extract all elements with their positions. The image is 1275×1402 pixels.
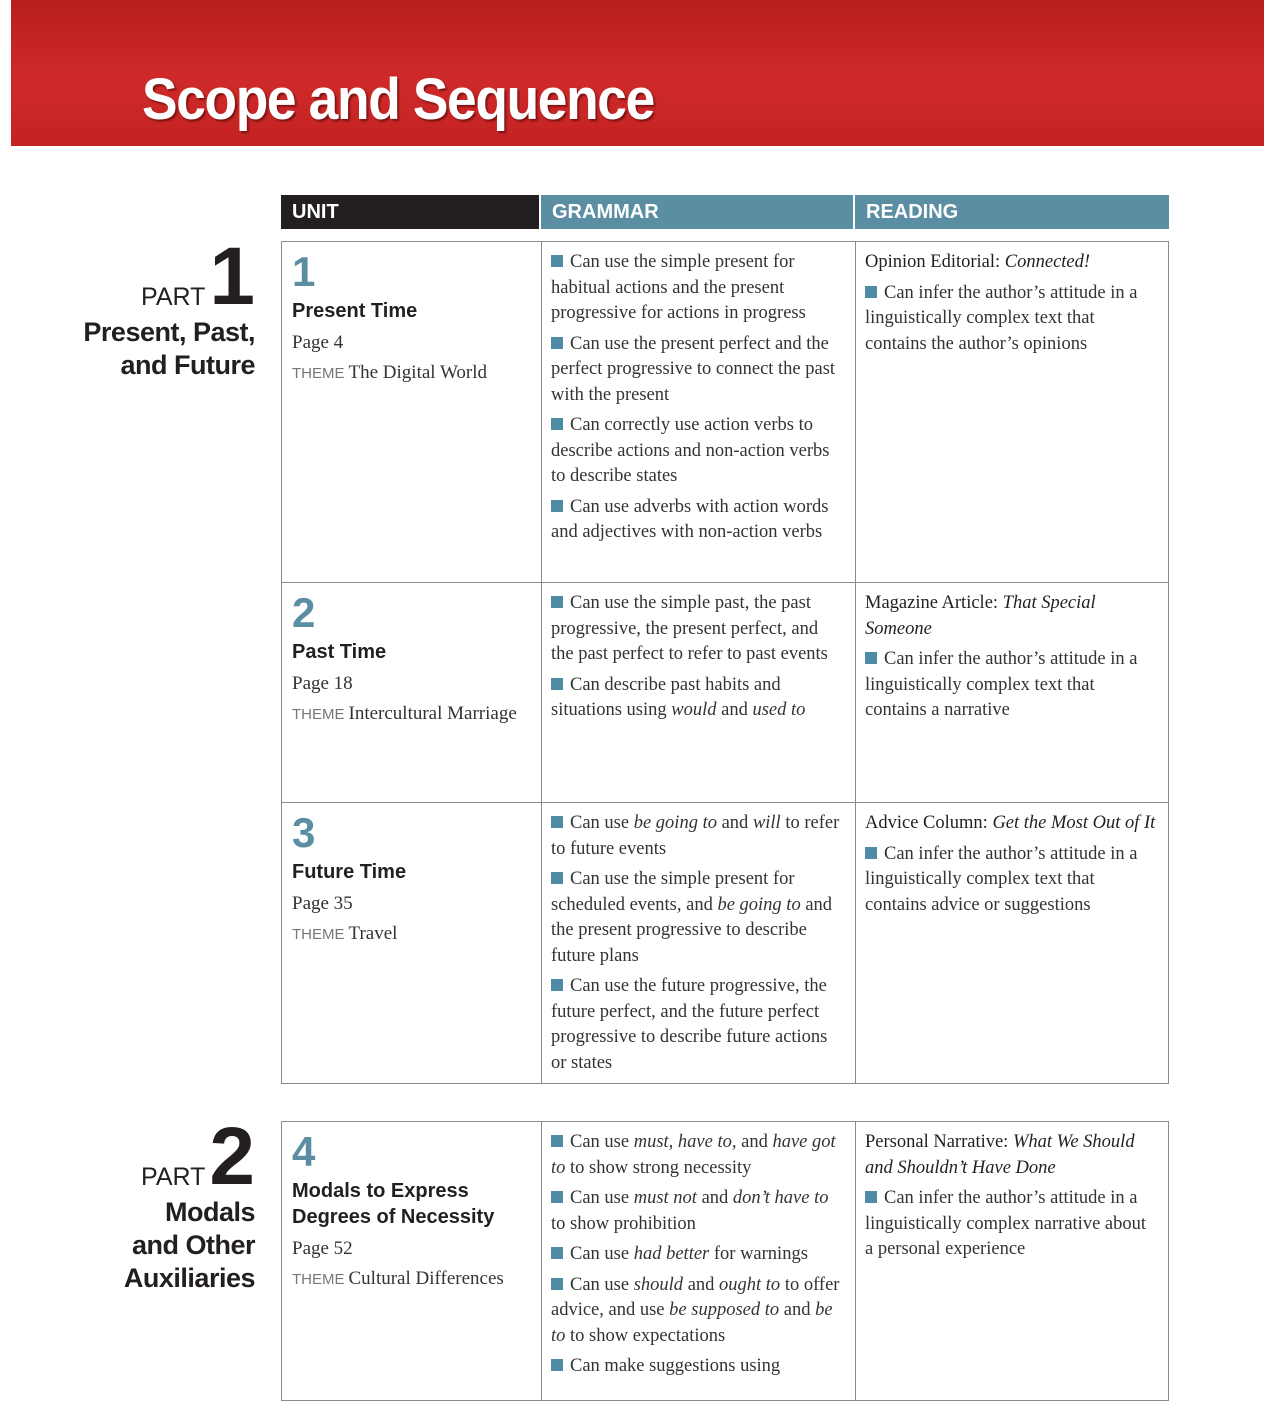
grammar-text: Can use the simple past, the past progressive, the present perfect, and the past perfect to refer to past events <box>551 593 828 664</box>
square-bullet-icon <box>551 678 563 690</box>
grammar-text: be supposed to <box>669 1300 780 1320</box>
part-word: PART <box>141 1163 206 1191</box>
reading-item <box>865 842 1158 919</box>
unit-title: Present Time <box>292 300 418 322</box>
grammar-item <box>551 250 845 327</box>
unit-title: Future Time <box>292 861 407 883</box>
square-bullet-icon <box>865 286 877 298</box>
header-grammar: GRAMMAR <box>541 195 853 229</box>
page-title: Scope and Sequence <box>142 67 654 132</box>
header-unit: UNIT <box>281 195 539 229</box>
grammar-text: used to <box>752 700 806 720</box>
theme-value: Intercultural Marriage <box>348 703 517 724</box>
unit-theme <box>292 1266 531 1293</box>
grammar-text: Can use the simple present for habitual actions and the present progressive for actions in progress <box>551 252 806 323</box>
table-row <box>282 242 1168 582</box>
reading-type: Advice Column: <box>865 813 988 833</box>
unit-number: 3 <box>292 809 316 856</box>
unit-page: Page 4 <box>292 332 344 353</box>
square-bullet-icon <box>551 816 563 828</box>
reading-text: Can infer the author’s attitude in a linguistically complex text that contains the author’s opinions <box>865 282 1138 354</box>
grammar-text: Can use the simple present for scheduled events, and <box>551 869 795 915</box>
reading-title <box>865 250 1158 276</box>
part-title <box>83 316 255 382</box>
grammar-item <box>551 1130 845 1181</box>
unit-theme <box>292 701 531 728</box>
grammar-text: and the present progressive to describe future plans <box>551 894 833 966</box>
theme-label: THEME <box>292 926 345 943</box>
grammar-item <box>551 867 845 969</box>
grammar-text: Can use <box>570 1244 634 1264</box>
table-row <box>282 1122 1168 1402</box>
reading-title <box>865 1130 1158 1181</box>
unit-cell <box>282 583 541 802</box>
grammar-item <box>551 1273 845 1350</box>
unit-cell <box>282 803 541 1084</box>
theme-value: Travel <box>348 923 398 944</box>
reading-name: What We Should and Shouldn’t Have Done <box>865 1132 1135 1178</box>
part-title-line: and Other <box>131 1230 255 1260</box>
grammar-item <box>551 811 845 862</box>
grammar-text: had better <box>633 1244 710 1264</box>
table-row <box>282 802 1168 1084</box>
grammar-text: to offer advice, and use <box>551 1274 840 1320</box>
grammar-cell <box>541 242 855 582</box>
square-bullet-icon <box>865 652 877 664</box>
grammar-item <box>551 673 845 724</box>
grammar-text: Can use <box>570 1132 634 1152</box>
square-bullet-icon <box>551 1278 563 1290</box>
reading-name: That Special Someone <box>865 593 1096 639</box>
reading-cell <box>855 242 1168 582</box>
grammar-text: to show strong necessity <box>565 1157 752 1178</box>
grammar-text: be to <box>551 1300 833 1346</box>
grammar-text: Can use adverbs with action words and adjectives with non-action verbs <box>551 496 829 542</box>
grammar-text: to show expectations <box>565 1325 726 1346</box>
grammar-text: be going to <box>717 894 801 915</box>
reading-type: Personal Narrative: <box>865 1132 1009 1152</box>
reading-text: Can infer the author’s attitude in a linguistically complex narrative about a personal experience <box>865 1188 1147 1259</box>
grammar-text: Can use the present perfect and the perfect progressive to connect the past with the present <box>551 333 836 405</box>
grammar-item <box>551 591 845 668</box>
grammar-text: and <box>696 1188 733 1208</box>
grammar-cell <box>541 583 855 802</box>
grammar-text: Can describe past habits and situations using <box>551 674 781 720</box>
grammar-item <box>551 413 845 490</box>
grammar-item <box>551 974 845 1076</box>
part-number: 1 <box>209 231 255 322</box>
unit-number: 2 <box>292 589 316 636</box>
grammar-item <box>551 1354 845 1380</box>
unit-cell <box>282 1122 541 1402</box>
grammar-text: and <box>779 1300 816 1320</box>
grammar-text: for warnings <box>709 1244 808 1264</box>
part-number: 2 <box>209 1111 255 1202</box>
reading-item <box>865 1186 1158 1263</box>
theme-value: Cultural Differences <box>348 1268 504 1289</box>
square-bullet-icon <box>865 847 877 859</box>
grammar-text: have got to <box>551 1132 836 1178</box>
square-bullet-icon <box>551 596 563 608</box>
grammar-text: and <box>716 700 753 720</box>
title-banner <box>11 0 1264 146</box>
reading-cell <box>855 1122 1168 1402</box>
theme-label: THEME <box>292 706 345 723</box>
square-bullet-icon <box>865 1191 877 1203</box>
grammar-text: Can use <box>570 1274 634 1295</box>
grammar-text: should <box>633 1274 684 1295</box>
grammar-text: and <box>716 813 753 833</box>
part-title-line: and Future <box>120 350 255 380</box>
grammar-text: to refer to future events <box>551 813 840 859</box>
grammar-item <box>551 495 845 546</box>
grammar-text: Can make suggestions using <box>570 1356 781 1376</box>
reading-cell <box>855 583 1168 802</box>
reading-item <box>865 647 1158 724</box>
unit-table-part-2 <box>281 1121 1169 1401</box>
grammar-text: and <box>736 1132 773 1152</box>
square-bullet-icon <box>551 1359 563 1371</box>
part-title <box>124 1196 255 1295</box>
grammar-text: don’t have to <box>732 1188 829 1208</box>
reading-type: Opinion Editorial: <box>865 252 1001 272</box>
grammar-text: will <box>752 813 781 833</box>
theme-label: THEME <box>292 365 345 382</box>
part-title-line: Auxiliaries <box>123 1263 255 1293</box>
grammar-item <box>551 1242 845 1268</box>
square-bullet-icon <box>551 418 563 430</box>
part-2-label <box>123 1111 255 1295</box>
part-word: PART <box>141 283 206 311</box>
grammar-text: and <box>683 1274 720 1295</box>
grammar-text: Can use <box>570 813 634 833</box>
grammar-cell <box>541 803 855 1084</box>
square-bullet-icon <box>551 1135 563 1147</box>
reading-item <box>865 281 1158 358</box>
unit-theme <box>292 360 531 387</box>
theme-label: THEME <box>292 1271 345 1288</box>
grammar-text: be going to <box>633 813 717 833</box>
unit-page: Page 35 <box>292 893 353 914</box>
square-bullet-icon <box>551 337 563 349</box>
reading-name: Connected! <box>1004 252 1091 272</box>
theme-value: The Digital World <box>348 362 487 383</box>
reading-text: Can infer the author’s attitude in a linguistically complex text that contains advice or suggestions <box>865 843 1138 915</box>
grammar-item <box>551 332 845 409</box>
reading-type: Magazine Article: <box>865 593 999 613</box>
grammar-text: must not <box>633 1188 697 1208</box>
unit-title: Modals to Express Degrees of Necessity <box>292 1180 495 1228</box>
table-row <box>282 582 1168 802</box>
header-reading: READING <box>855 195 1169 229</box>
square-bullet-icon <box>551 872 563 884</box>
reading-text: Can infer the author’s attitude in a linguistically complex text that contains a narrative <box>865 649 1138 720</box>
unit-page: Page 52 <box>292 1238 353 1259</box>
grammar-text: ought to <box>719 1274 781 1295</box>
grammar-text: to show prohibition <box>551 1213 696 1234</box>
reading-title <box>865 591 1158 642</box>
square-bullet-icon <box>551 255 563 267</box>
grammar-text: Can use the future progressive, the future perfect, and the future perfect progressive to describe future actions or states <box>551 976 828 1073</box>
square-bullet-icon <box>551 1191 563 1203</box>
unit-theme <box>292 921 531 948</box>
square-bullet-icon <box>551 1247 563 1259</box>
unit-cell <box>282 242 541 582</box>
unit-number: 4 <box>292 1128 316 1175</box>
grammar-cell <box>541 1122 855 1402</box>
unit-page: Page 18 <box>292 673 353 694</box>
grammar-text: Can correctly use action verbs to describe actions and non-action verbs to describe states <box>551 415 830 486</box>
reading-title <box>865 811 1158 837</box>
grammar-text: Can use <box>570 1188 634 1208</box>
grammar-text: would <box>671 700 717 720</box>
unit-table-part-1 <box>281 241 1169 1084</box>
square-bullet-icon <box>551 500 563 512</box>
unit-number: 1 <box>292 248 316 295</box>
reading-cell <box>855 803 1168 1084</box>
part-title-line: Present, Past, <box>83 317 255 347</box>
unit-title: Past Time <box>292 641 387 663</box>
grammar-text: must, have to, <box>633 1132 737 1152</box>
part-1-label <box>83 231 255 382</box>
part-title-line: Modals <box>164 1197 255 1227</box>
grammar-item <box>551 1186 845 1237</box>
square-bullet-icon <box>551 979 563 991</box>
reading-name: Get the Most Out of It <box>992 813 1156 833</box>
